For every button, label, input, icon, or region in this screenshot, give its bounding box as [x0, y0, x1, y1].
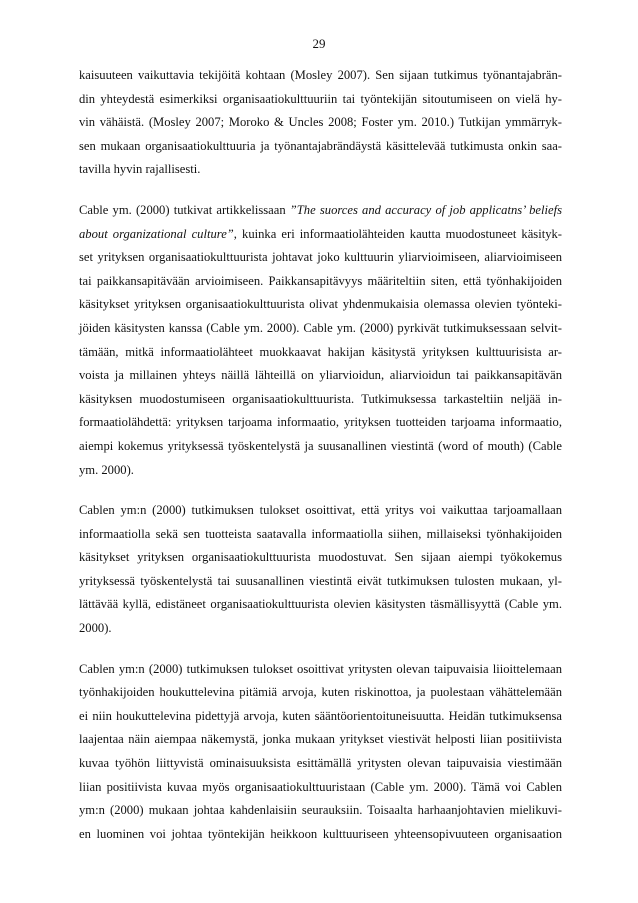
article-title-italic: ”The suorces and accuracy of job applicatns’ beliefs	[289, 202, 563, 217]
text-line: laajentaa näin aiempaa näkemystä, jonka mukaan yritykset viestivät helposti liian positiivista	[79, 732, 562, 747]
page-number: 29	[312, 36, 326, 51]
text-line: set yrityksen organisaatiokulttuurista johtavat joko kulttuurin yliarvioimiseen, aliarvioimiseen	[79, 250, 562, 265]
text-line: formaatiolähdettä: yrityksen tarjoama informaatio, yrityksen tuotteiden tarjoama informaatio,	[79, 415, 562, 430]
text-line: liian positiivista kuvaa myös organisaatiokulttuuristaan (Cable ym. 2000). Tämä voi Cablen	[79, 779, 562, 794]
text-segment: Cable ym. (2000) tutkivat artikkelissaan	[79, 202, 290, 217]
text-line: voista ja millainen yhteys näillä lähteillä on yliarvioidun, aliarvioidun tai paikkansapitävän	[79, 368, 562, 383]
document-body	[79, 64, 562, 863]
text-line: Cablen ym:n (2000) tutkimuksen tulokset osoittivat, että yritys voi vaikuttaa tarjoamallaan	[79, 503, 562, 518]
text-line: en luominen voi johtaa työntekijän heikkoon kulttuuriseen yhteensopivuuteen organisaation	[79, 826, 562, 841]
text-line: ei niin houkuttelevina pidettyjä arvoja, kuten sääntöorientoituneisuutta. Heidän tutkimuksensa	[79, 708, 562, 723]
text-line: tämään, mitkä informaatiolähteet muokkaavat hakijan käsitystä yrityksen kulttuurisista ar-	[79, 344, 562, 359]
text-line: ym. 2000).	[79, 462, 134, 477]
text-line: käsityksen muodostumiseen organisaatiokulttuurista. Tutkimuksessa tarkasteltiin neljää in-	[79, 391, 562, 406]
text-line: Cablen ym:n (2000) tutkimuksen tulokset osoittivat yritysten olevan taipuvaisia liioittelemaan	[79, 661, 562, 676]
paragraph-4	[79, 658, 562, 847]
text-line: käsitykset yrityksen organisaatiokulttuurista muodostuvat. Sen sijaan aiempi työkokemus	[79, 550, 562, 565]
text-line: din yhteydestä esimerkiksi organisaatiokulttuuriin tai työntekijän sitoutumiseen on vielä hy-	[79, 91, 562, 106]
text-line	[79, 223, 562, 247]
text-line: yrityksessä työskentelystä tai suusanallinen viestintä eivät tutkimuksen tulosten mukaan, yl-	[79, 573, 562, 588]
text-line: kaisuuteen vaikuttavia tekijöitä kohtaan (Mosley 2007). Sen sijaan tutkimus työnantajabrän-	[79, 68, 562, 82]
paragraph-1	[79, 64, 562, 182]
paragraph-2	[79, 199, 562, 482]
text-line: käsitykset yrityksen organisaatiokulttuurista olivat yhdenmukaisia olemassa olevien työnteki-	[79, 297, 562, 312]
text-line: vin vähäistä. (Mosley 2007; Moroko & Uncles 2008; Foster ym. 2010.) Tutkijan ymmärryk-	[79, 115, 562, 130]
article-title-italic: about organizational culture”	[79, 226, 234, 241]
text-line: ym:n (2000) mukaan johtaa kahdenlaisiin seurauksiin. Toisaalta harhaanjohtavien mielikuvi-	[79, 803, 562, 818]
text-line: informaatiolla sekä sen tuotteista saatavalla informaatiolla siihen, millaiseksi työnhakijoiden	[79, 526, 562, 541]
text-line: lättävää kyllä, edistäneet organisaatiokulttuurista olevien käsitysten täsmällisyyttä (Cable ym.	[79, 597, 562, 612]
text-line: sen mukaan organisaatiokulttuuria ja työnantajabrändäystä käsittelevää tutkimusta onkin saa-	[79, 138, 562, 153]
text-line: työnhakijoiden houkuttelevina pitämiä arvoja, kuten riskinottoa, ja puolestaan vähättelemään	[79, 685, 562, 700]
text-line: tai paikkansapitävään arvioimiseen. Paikkansapitävyys määriteltiin siten, että työnhakijoiden	[79, 273, 562, 288]
text-line: jöiden käsitysten kanssa (Cable ym. 2000). Cable ym. (2000) pyrkivät tutkimuksessaan selvit-	[79, 320, 562, 335]
paragraph-3	[79, 499, 562, 641]
text-segment: , kuinka eri informaatiolähteiden kautta muodostuneet käsityk-	[233, 226, 562, 241]
text-line: 2000).	[79, 621, 112, 636]
text-line: aiempi kokemus yrityksessä työskentelystä ja suusanallinen viestintä (word of mouth) (Cable	[79, 438, 562, 453]
text-line: kuvaa työhön liittyvistä ominaisuuksista esittämällä yritysten olevan taipuvaisia viestimään	[79, 756, 562, 771]
text-line: tavilla hyvin rajallisesti.	[79, 162, 201, 177]
text-line	[79, 199, 562, 223]
